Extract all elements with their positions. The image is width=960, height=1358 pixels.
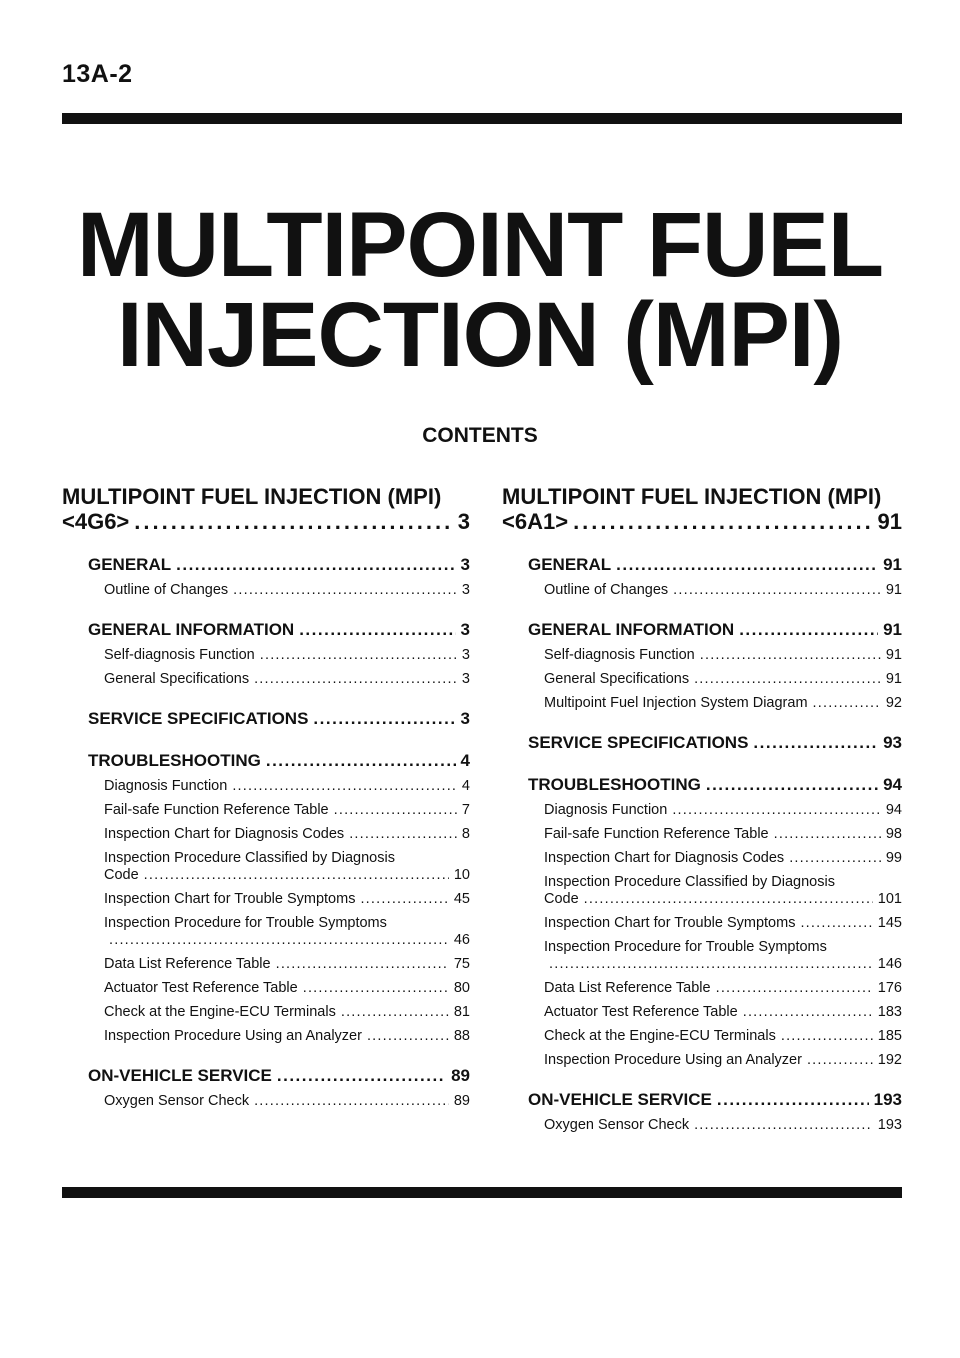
toc-section-heading-page: 89 <box>451 1066 470 1085</box>
dot-leader <box>276 956 449 973</box>
toc-chapter-entry[interactable] <box>62 509 470 534</box>
dot-leader <box>277 1065 446 1087</box>
dot-leader <box>807 1052 873 1069</box>
dot-leader <box>716 980 873 997</box>
dot-leader <box>739 619 878 641</box>
toc-section <box>528 619 902 712</box>
toc-section <box>528 774 902 1069</box>
toc-section-heading[interactable] <box>528 1089 902 1111</box>
toc-item[interactable] <box>104 671 470 688</box>
dot-leader <box>349 826 457 843</box>
toc-item-label: Data List Reference Table <box>544 980 711 996</box>
toc-section <box>88 750 470 1045</box>
toc-item-page: 94 <box>885 802 902 818</box>
toc-section-heading[interactable] <box>528 774 902 796</box>
dot-leader <box>781 1028 873 1045</box>
toc-item-page: 91 <box>885 582 902 598</box>
toc-item[interactable] <box>104 915 470 949</box>
dot-leader <box>573 509 872 534</box>
toc-item[interactable] <box>544 1004 902 1021</box>
toc-section-items <box>104 582 470 599</box>
toc-section-heading[interactable] <box>528 619 902 641</box>
toc-item-page: 91 <box>885 647 902 663</box>
title-line-2: INJECTION (MPI) <box>116 284 844 386</box>
toc-item[interactable] <box>544 671 902 688</box>
toc-item-page: 45 <box>453 891 470 907</box>
toc-item-line2-label: Code <box>544 891 579 907</box>
dot-leader <box>134 509 452 534</box>
toc-item-page: 92 <box>885 695 902 711</box>
toc-section-heading[interactable] <box>88 1065 470 1087</box>
dot-leader <box>266 750 456 772</box>
dot-leader <box>584 891 873 908</box>
dot-leader <box>367 1028 449 1045</box>
toc-section-heading-page: 193 <box>873 1090 902 1109</box>
toc-item-page: 91 <box>885 671 902 687</box>
toc-section-heading[interactable] <box>528 732 902 754</box>
toc-item-page: 98 <box>885 826 902 842</box>
toc-item-label: Fail-safe Function Reference Table <box>104 802 329 818</box>
toc-item-label: Actuator Test Reference Table <box>544 1004 738 1020</box>
contents-heading: CONTENTS <box>422 424 538 447</box>
page-number: 13A-2 <box>62 60 133 88</box>
toc-item-page: 80 <box>453 980 470 996</box>
toc-item-page: 193 <box>877 1117 902 1133</box>
toc-column-left <box>62 484 470 1117</box>
toc-section-heading-page: 91 <box>883 555 902 574</box>
toc-item[interactable] <box>544 939 902 973</box>
toc-item-label: Fail-safe Function Reference Table <box>544 826 769 842</box>
toc-chapter-entry-label: <4G6> <box>62 509 130 534</box>
toc-section-heading-label: GENERAL <box>528 555 612 574</box>
toc-item-line2-page: 10 <box>453 867 470 883</box>
toc-item[interactable] <box>544 1028 902 1045</box>
dot-leader <box>341 1004 449 1021</box>
dot-leader <box>176 554 455 576</box>
dot-leader <box>144 867 449 884</box>
toc-chapter-title: MULTIPOINT FUEL INJECTION (MPI) <box>62 484 442 509</box>
toc-item[interactable] <box>544 1052 902 1069</box>
dot-leader <box>694 671 881 688</box>
title-line-1: MULTIPOINT FUEL <box>76 194 884 296</box>
toc-section-heading-label: ON-VEHICLE SERVICE <box>528 1090 712 1109</box>
toc-item-label: Data List Reference Table <box>104 956 271 972</box>
toc-item-label: Inspection Procedure for Trouble Symptoms <box>104 915 387 931</box>
toc-item[interactable] <box>544 647 902 664</box>
toc-item[interactable] <box>104 980 470 997</box>
toc-item[interactable] <box>544 1117 902 1134</box>
toc-item-page: 89 <box>453 1093 470 1109</box>
toc-item-label: Multipoint Fuel Injection System Diagram <box>544 695 808 711</box>
toc-section <box>88 1065 470 1110</box>
toc-section-heading[interactable] <box>88 554 470 576</box>
toc-item-label: Inspection Chart for Diagnosis Codes <box>544 850 785 866</box>
toc-column-right <box>502 484 902 1141</box>
dot-leader <box>694 1117 873 1134</box>
toc-item-page: 145 <box>877 915 902 931</box>
dot-leader <box>303 980 449 997</box>
toc-section-items <box>544 647 902 712</box>
toc-item-label: Inspection Procedure Classified by Diagnosis <box>544 874 835 890</box>
toc-item[interactable] <box>544 802 902 819</box>
toc-section-items <box>544 582 902 599</box>
dot-leader <box>743 1004 873 1021</box>
toc-section-heading-page: 3 <box>460 555 470 574</box>
bottom-rule <box>62 1187 902 1198</box>
toc-item-label: General Specifications <box>104 671 250 687</box>
dot-leader <box>299 619 455 641</box>
toc-section-heading[interactable] <box>88 708 470 730</box>
toc-item-label: Diagnosis Function <box>104 778 228 794</box>
dot-leader <box>260 647 457 664</box>
toc-item-label: Self-diagnosis Function <box>104 647 255 663</box>
dot-leader <box>672 802 881 819</box>
dot-leader <box>813 695 881 712</box>
toc-item-page: 4 <box>461 778 470 794</box>
toc-section-items <box>104 647 470 688</box>
toc-item-label: Oxygen Sensor Check <box>104 1093 250 1109</box>
toc-section-items <box>544 1117 902 1134</box>
toc-item-line2[interactable] <box>104 867 470 884</box>
toc-section-heading[interactable] <box>88 750 470 772</box>
toc-item[interactable] <box>104 850 470 884</box>
toc-section-heading[interactable] <box>528 554 902 576</box>
toc-item[interactable] <box>104 802 470 819</box>
toc-item[interactable] <box>544 826 902 843</box>
toc-section <box>528 554 902 599</box>
toc-item-label: Inspection Procedure for Trouble Symptoms <box>544 939 827 955</box>
toc-item-label: Oxygen Sensor Check <box>544 1117 690 1133</box>
toc-item-label: Check at the Engine-ECU Terminals <box>104 1004 336 1020</box>
toc-item-page: 88 <box>453 1028 470 1044</box>
toc-item[interactable] <box>544 582 902 599</box>
toc-section-heading-page: 93 <box>883 733 902 752</box>
toc-item[interactable] <box>104 891 470 908</box>
dot-leader <box>254 1093 449 1110</box>
toc-section <box>88 708 470 730</box>
toc-section-heading-label: TROUBLESHOOTING <box>528 775 701 794</box>
dot-leader <box>109 932 449 949</box>
dot-leader <box>800 915 872 932</box>
toc-item[interactable] <box>104 778 470 795</box>
toc-item-page: 192 <box>877 1052 902 1068</box>
toc-section-items <box>104 1093 470 1110</box>
toc-item-page: 176 <box>877 980 902 996</box>
dot-leader <box>549 956 873 973</box>
toc-item-page: 183 <box>877 1004 902 1020</box>
toc-item-label: Inspection Procedure Using an Analyzer <box>544 1052 802 1068</box>
toc-section <box>528 1089 902 1134</box>
toc-item-page: 81 <box>453 1004 470 1020</box>
dot-leader <box>673 582 881 599</box>
toc-item-line2-page: 146 <box>877 956 902 972</box>
toc-item-label: Inspection Chart for Diagnosis Codes <box>104 826 345 842</box>
toc-item-page: 3 <box>461 582 470 598</box>
toc-section-heading-label: SERVICE SPECIFICATIONS <box>528 733 749 752</box>
toc-section-heading-label: GENERAL INFORMATION <box>88 620 295 639</box>
toc-item[interactable] <box>104 1028 470 1045</box>
toc-item-line2-page: 101 <box>877 891 902 907</box>
toc-item[interactable] <box>104 647 470 664</box>
toc-item-page: 3 <box>461 647 470 663</box>
toc-item[interactable] <box>544 915 902 932</box>
toc-item-line2[interactable] <box>104 932 470 949</box>
top-rule <box>62 113 902 124</box>
toc-item-line2[interactable] <box>544 891 902 908</box>
toc-item-label: Inspection Chart for Trouble Symptoms <box>544 915 796 931</box>
toc-item[interactable] <box>544 874 902 908</box>
dot-leader <box>313 708 455 730</box>
toc-section-items <box>104 778 470 1045</box>
toc-section-heading-label: ON-VEHICLE SERVICE <box>88 1066 272 1085</box>
toc-item-page: 8 <box>461 826 470 842</box>
toc-item-label: Check at the Engine-ECU Terminals <box>544 1028 776 1044</box>
toc-item[interactable] <box>544 980 902 997</box>
toc-chapter-entry-label: <6A1> <box>502 509 569 534</box>
dot-leader <box>774 826 881 843</box>
toc-item-page: 185 <box>877 1028 902 1044</box>
toc-section-heading-label: GENERAL INFORMATION <box>528 620 735 639</box>
toc-section-heading-label: GENERAL <box>88 555 172 574</box>
toc-item-label: Inspection Chart for Trouble Symptoms <box>104 891 356 907</box>
toc-section-heading[interactable] <box>88 619 470 641</box>
toc-section-heading-label: SERVICE SPECIFICATIONS <box>88 709 309 728</box>
toc-section-heading-page: 3 <box>460 709 470 728</box>
toc-item-line2-label: Code <box>104 867 139 883</box>
toc-item-label: Diagnosis Function <box>544 802 668 818</box>
toc-chapter-entry-page: 3 <box>457 509 470 534</box>
dot-leader <box>616 554 878 576</box>
toc-item[interactable] <box>104 956 470 973</box>
toc-section-heading-page: 94 <box>883 775 902 794</box>
toc-item[interactable] <box>104 1004 470 1021</box>
toc-chapter-title: MULTIPOINT FUEL INJECTION (MPI) <box>502 484 882 509</box>
toc-item-label: Self-diagnosis Function <box>544 647 695 663</box>
toc-item[interactable] <box>104 582 470 599</box>
toc-chapter-entry[interactable] <box>502 509 902 534</box>
toc-item-page: 7 <box>461 802 470 818</box>
toc-section-heading-page: 3 <box>460 620 470 639</box>
toc-item-label: Outline of Changes <box>104 582 229 598</box>
dot-leader <box>789 850 881 867</box>
toc-section <box>528 732 902 754</box>
toc-item[interactable] <box>544 850 902 867</box>
toc-item-page: 3 <box>461 671 470 687</box>
toc-section-items <box>544 802 902 1069</box>
dot-leader <box>334 802 457 819</box>
toc-item-page: 75 <box>453 956 470 972</box>
toc-item-label: Inspection Procedure Using an Analyzer <box>104 1028 362 1044</box>
dot-leader <box>717 1089 869 1111</box>
dot-leader <box>233 582 457 599</box>
toc-item-label: Inspection Procedure Classified by Diagnosis <box>104 850 395 866</box>
toc-item[interactable] <box>544 695 902 712</box>
toc-item-label: Outline of Changes <box>544 582 669 598</box>
toc-item-label: Actuator Test Reference Table <box>104 980 298 996</box>
page-title <box>0 194 960 386</box>
toc-section-heading-page: 4 <box>460 751 470 770</box>
toc-section-heading-page: 91 <box>883 620 902 639</box>
toc-item-label: General Specifications <box>544 671 690 687</box>
toc-item[interactable] <box>104 826 470 843</box>
dot-leader <box>232 778 457 795</box>
dot-leader <box>360 891 448 908</box>
toc-item-page: 99 <box>885 850 902 866</box>
dot-leader <box>254 671 457 688</box>
toc-section <box>88 554 470 599</box>
dot-leader <box>700 647 881 664</box>
dot-leader <box>753 732 878 754</box>
toc-item[interactable] <box>104 1093 470 1110</box>
toc-chapter-entry-page: 91 <box>877 509 902 534</box>
toc-item-line2-page: 46 <box>453 932 470 948</box>
toc-section <box>88 619 470 688</box>
toc-section-heading-label: TROUBLESHOOTING <box>88 751 261 770</box>
dot-leader <box>706 774 878 796</box>
toc-item-line2[interactable] <box>544 956 902 973</box>
